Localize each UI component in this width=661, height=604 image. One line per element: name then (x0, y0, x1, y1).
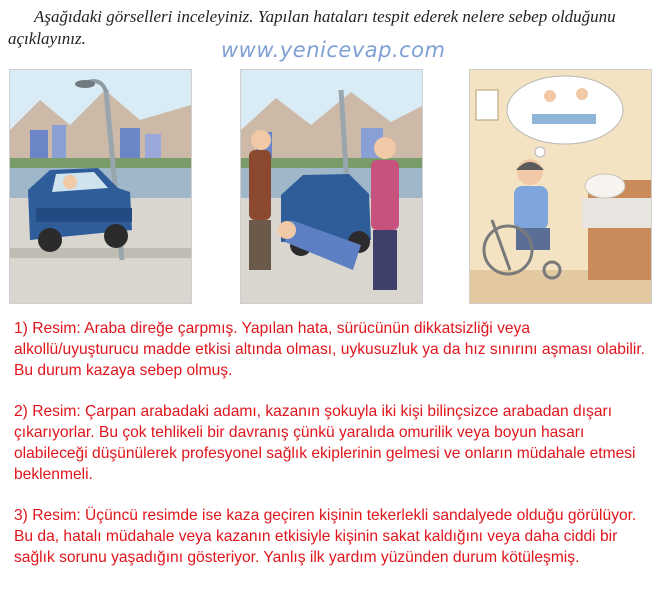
watermark: www.yenicevap.com (221, 38, 446, 62)
answer-2: 2) Resim: Çarpan arabadaki adamı, kazanın şokuyla iki kişi bilinçsizce arabadan dışarı çıkarıyorlar. Bu çok tehlikeli bir davranış çünkü yaralıda omurilik veya boyun hasarı olabileceği düşünülerek profesyonel sağlık ekiplerinin gelmesi ve onların müdahale etmesi beklenmeli. (14, 403, 636, 483)
wheelchair-illustration (469, 69, 652, 304)
instruction-text: Aşağıdaki görselleri inceleyiniz. Yapılan hataları tespit ederek nelere sebep olduğunu açıklayınız. (8, 7, 616, 48)
answers-section (14, 318, 654, 588)
answer-3: 3) Resim: Üçüncü resimde ise kaza geçiren kişinin tekerlekli sandalyede olduğu görülüyor. Bu da, hatalı müdahale veya kazanın etkisiyle kişinin sakat kaldığını veya daha ciddi bir sağlık sorunu yaşadığını gösteriyor. Yanlış ilk yardım yüzünden durum kötüleşmiş. (14, 507, 637, 566)
answer-1: 1) Resim: Araba direğe çarpmış. Yapılan hata, sürücünün dikkatsizliği veya alkollü/uyuşturucu madde etkisi altında olması, uykusuzluk ya da hız sınırını aşması olabilir. Bu durum kazaya sebep olmuş. (14, 320, 645, 379)
car-crash-illustration (9, 69, 192, 304)
unsafe-rescue-illustration (240, 69, 423, 304)
